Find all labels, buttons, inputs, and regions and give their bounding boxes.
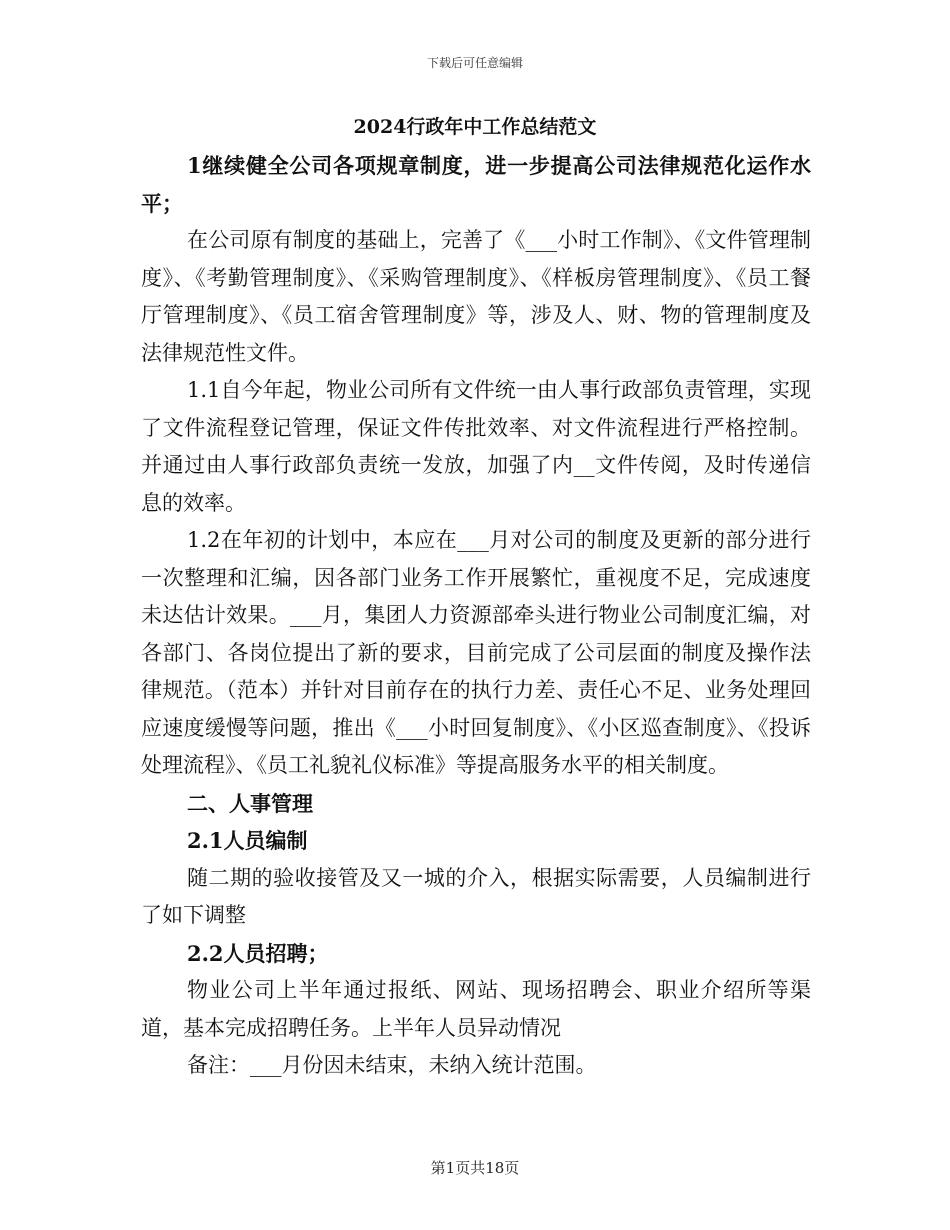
section-heading-2: 二、人事管理	[187, 790, 313, 816]
paragraph-2-1: 随二期的验收接管及又一城的介入，根据实际需要，人员编制进行了如下调整	[141, 865, 811, 927]
paragraph-note: 备注：___月份因未结束，未纳入统计范围。	[187, 1053, 597, 1077]
subheading-2-1: 2.1人员编制	[187, 828, 308, 853]
paragraph-2-2: 物业公司上半年通过报纸、网站、现场招聘会、职业介绍所等渠道，基本完成招聘任务。上半年人员异动情况	[141, 978, 811, 1040]
paragraph-1-1: 1.1自今年起，物业公司所有文件统一由人事行政部负责管理，实现了文件流程登记管理，保证文件传批效率、对文件流程进行严格控制。并通过由人事行政部负责统一发放，加强了内__文件传阅，及时传递信息的效率。	[141, 378, 811, 515]
header-note: 下载后可任意编辑	[426, 56, 523, 70]
document-body	[141, 147, 811, 1085]
paragraph-1-2: 1.2在年初的计划中，本应在___月对公司的制度及更新的部分进行一次整理和汇编，因各部门业务工作开展繁忙，重视度不足，完成速度未达估计效果。___月，集团人力资源部牵头进行物业公司制度汇编，对各部门、各岗位提出了新的要求，目前完成了公司层面的制度及操作法律规范。（范本）并针对目前存在的执行力差、责任心不足、业务处理回应速度缓慢等问题，推出《___小时回复制度》、《小区巡查制度》、《投诉处理流程》、《员工礼貌礼仪标准》等提高服务水平的相关制度。	[141, 528, 811, 777]
section-heading-1: 1继续健全公司各项规章制度，进一步提高公司法律规范化运作水平；	[141, 153, 811, 216]
document-title: 2024行政年中工作总结范文	[353, 116, 597, 138]
page-footer: 第1页共18页	[430, 1159, 520, 1177]
subheading-2-2: 2.2人员招聘；	[187, 940, 329, 966]
paragraph-regulations: 在公司原有制度的基础上，完善了《___小时工作制》、《文件管理制度》、《考勤管理制度》、《采购管理制度》、《样板房管理制度》、《员工餐厅管理制度》、《员工宿舍管理制度》等，涉及人、财、物的管理制度及法律规范性文件。	[141, 228, 811, 365]
